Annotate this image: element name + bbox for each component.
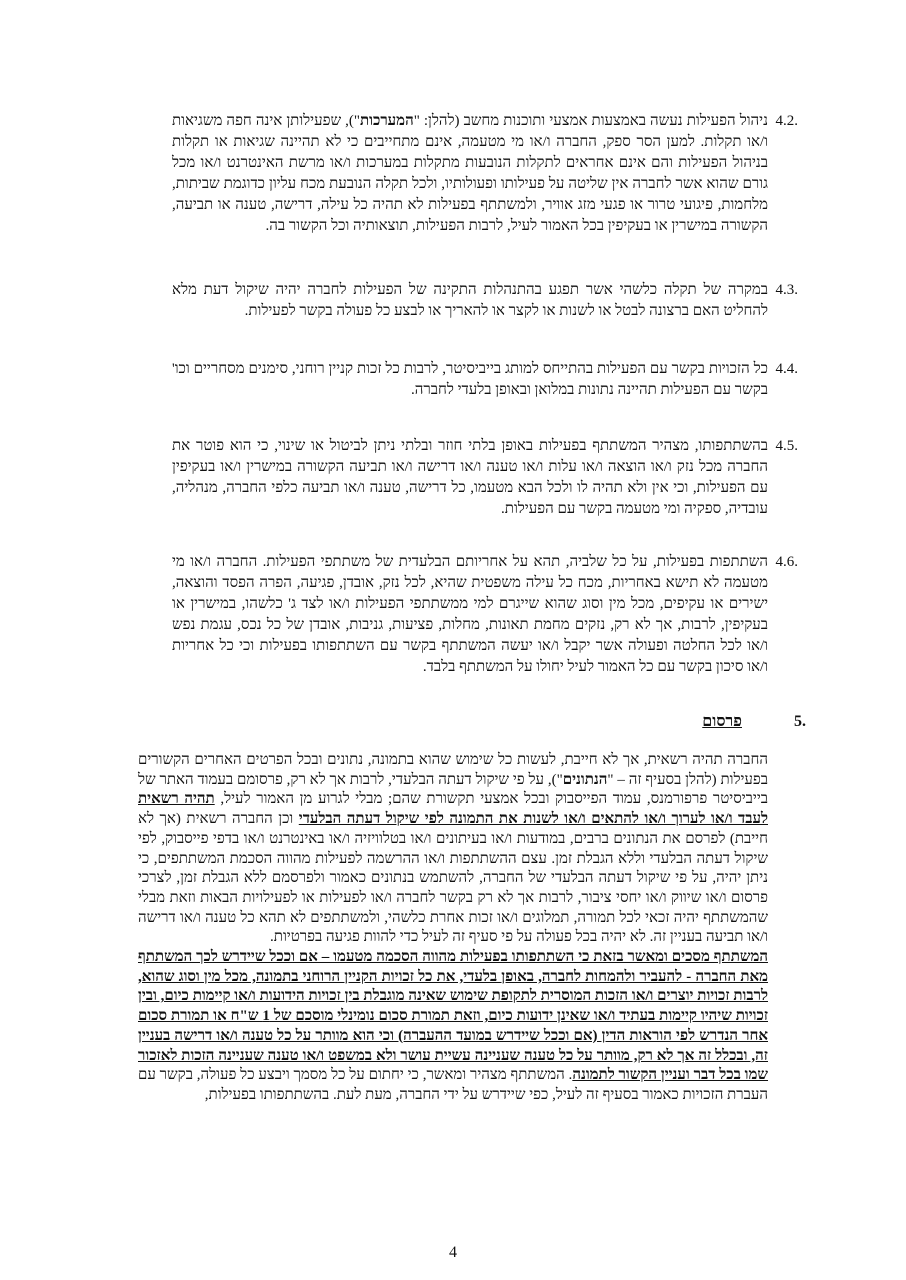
clause-number: 4.3. [775,282,798,298]
clause-4-2 [172,111,798,237]
page-number: 4 [449,1244,457,1261]
clause-number: 4.5. [775,438,798,454]
clause-text: השתתפות בפעילות, על כל שלביה, תהא על אחריותם הבלעדית של משתתפי הפעילות. החברה ו/או מי מטעמה לא תישא באחריות, מכח כל עילה משפטית שהיא, לכל נזק, אובדן, פגיעה, הפרה הפסד והוצאה, ישירים או עקיפים, מכל מין וסוג שהוא שייגרם למי ממשתתפי הפעילות ו/או לצד ג' כלשהו, במישרין או בעקיפין, לרבות, אך לא רק, נזקים מחמת תאונות, מחלות, פציעות, גניבות, אובדן של כל נכס, עגמת נפש ו/או לכל החלטה ופעולה אשר יקבל ו/או יעשה המשתתף בקשר עם השתתפותו בפעילות וכי כל אחריות ו/או סיכון בקשר עם כל האמור לעיל יחולו על המשתתף בלבד. [172,554,768,675]
clause-4-5 [172,436,798,520]
clause-text: ניהול הפעילות נעשה באמצעות אמצעי ותוכנות מחשב (להלן: "המערכות"), שפעילותן אינה חפה משגיאות ו/או תקלות. למען הסר ספק, החברה ו/או מי מטעמה, אינם מתחייבים כי לא תהיינה שגיאות או תקלות בניהול הפעילות והם אינם אחראים לתקלות הנובעות מתקלות במערכות ו/או מרשת האינטרנט ו/או מכל גורם שהוא אשר לחברה אין שליטה על פעילותו ופעולותיו, ולכל תקלה הנובעת מכח עליון כדוגמת שביתות, מלחמות, פיגועי טרור או פגעי מזג אוויר, ולמשתתף בפעילות לא תהיה כל עילה, דרישה, טענה או תביעה, הקשורה במישרין או בעקיפין בכל האמור לעיל, לרבות הפעילות, תוצאותיה וכל הקשור בה. [172,113,768,234]
clause-text: במקרה של תקלה כלשהי אשר תפגע בהתנהלות התקינה של הפעילות לחברה יהיה שיקול דעת מלא להחליט האם ברצונה לבטל או לשנות או לקצר או להאריך או לבצע כל פעולה בקשר לפעילות. [172,282,768,319]
clause-4-4 [172,359,798,401]
clause-number: 4.4. [775,361,798,377]
clause-4-6 [172,552,798,678]
clause-number: 4.2. [775,113,798,129]
clause-4-3 [172,280,798,322]
clause-text: כל הזכויות בקשר עם הפעילות בהתייחס למותג בייביסיטר, לרבות כל זכות קניין רוחני, סימנים מסחריים וכו' בקשר עם הפעילות תהיינה נתונות במלואן ובאופן בלעדי לחברה. [172,361,768,398]
section-title: פרסום [702,713,742,730]
section-5-heading [176,713,806,737]
section-5-body: החברה תהיה רשאית, אך לא חייבת, לעשות כל שימוש שהוא בתמונה, נתונים ובכל הפרטים האחרים הקשורים בפעילות (להלן בסעיף זה – "הנתונים"), על פי שיקול דעתה הבלעדי, לרבות אך לא רק, פרסומם בעמוד האתר של בייביסיטר פרפורמנס, עמוד הפייסבוק ובכל אמצעי תקשורת שהם; מבלי לגרוע מן האמור לעיל, תהיה רשאית לעבד ו/או לערוך ו/או להתאים ו/או לשנות את התמונה לפי שיקול דעתה הבלעדי וכן החברה רשאית (אך לא חייבת) לפרסם את הנתונים ברבים, במודעות ו/או בעיתונים ו/או בטלוויזיה ו/או באינטרנט ו/או בדפי פייסבוק, לפי שיקול דעתה הבלעדי וללא הגבלת זמן. עצם ההשתתפות ו/או ההרשמה לפעילות מהווה הסכמת המשתתפים, כי ניתן יהיה, על פי שיקול דעתה הבלעדי של החברה, להשתמש בנתונים כאמור ולפרסמם ללא הגבלת זמן, לצרכי פרסום ו/או שיווק ו/או יחסי ציבור, לרבות אך לא רק בקשר לחברה ו/או לפעילות או לפעילויות הבאות וזאת מבלי שהמשתתף יהיה זכאי לכל תמורה, תמלוגים ו/או זכות אחרת כלשהי, ולמשתתפים לא תהא כל טענה ו/או דרישה ו/או תביעה בעניין זה. לא יהיה בכל פעולה על פי סעיף זה לעיל כדי להוות פגיעה בפרטיות. המשתתף מסכים ומאשר בזאת כי השתתפותו בפעילות מהווה הסכמה מטעמו – אם וככל שיידרש לכך המשתתף מאת החברה - להעביר ולהמחות לחברה, באופן בלעדי, את כל זכויות הקניין הרוחני בתמונה, מכל מין וסוג שהוא, לרבות זכויות יוצרים ו/או הזכות המוסרית לתקופת שימוש שאינה מוגבלת בין זכויות הידועות ו/או קיימות כיום, ובין זכויות שיהיו קיימות בעתיד ו/או שאינן ידועות כיום, וזאת תמורת סכום נומינלי מוסכם של 1 ש"ח או תמורת סכום אחר הנדרש לפי הוראות הדין (אם וככל שיידרש במועד ההעברה) וכי הוא מוותר על כל טענה ו/או דרישה בעניין זה, ובכלל זה אך לא רק, מוותר על כל טענה שעניינה עשיית עושר ולא במשפט ו/או טענה שעניינה הזכות לאזכור שמו בכל דבר ועניין הקשור לתמונה. המשתתף מצהיר ומאשר, כי יחתום על כל מסמך ויבצע כל פעולה, בקשר עם העברת הזכויות כאמור בסעיף זה לעיל, כפי שיידרש על ידי החברה, מעת לעת. בהשתתפותו בפעילות, [138,752,769,1103]
clause-number: 4.6. [775,554,798,570]
section-number: 5. [794,713,806,730]
clause-text: בהשתתפותו, מצהיר המשתתף בפעילות באופן בלתי חוזר ובלתי ניתן לביטול או שינוי, כי הוא פוטר את החברה מכל נזק ו/או הוצאה ו/או עלות ו/או טענה ו/או דרישה ו/או תביעה הקשורה במישרין ו/או בעקיפין עם הפעילות, וכי אין ולא תהיה לו ולכל הבא מטעמו, כל דרישה, טענה ו/או תביעה כלפי החברה, מנהליה, עובדיה, ספקיה ומי מטעמה בקשר עם הפעילות. [172,438,768,517]
